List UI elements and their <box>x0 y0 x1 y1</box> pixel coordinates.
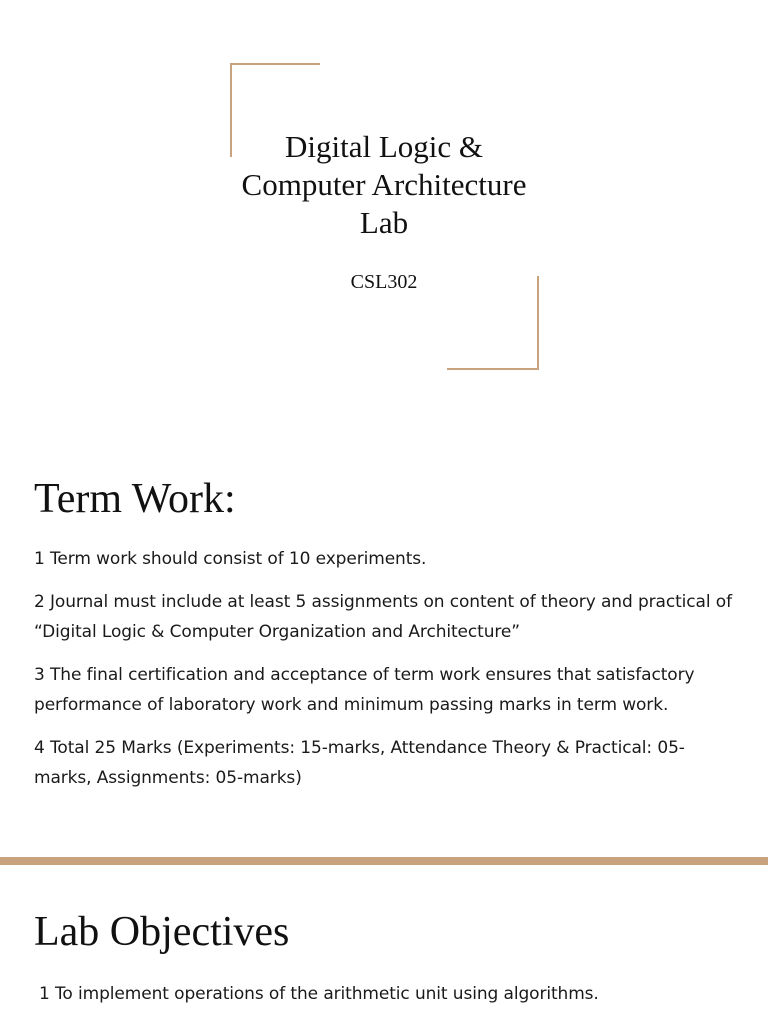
term-work-item: 2 Journal must include at least 5 assignments on content of theory and practical of “Digital Logic & Computer Organization and Architecture” <box>34 592 732 642</box>
corner-frame-bottom-right <box>447 276 539 370</box>
term-work-item: 3 The final certification and acceptance of term work ensures that satisfactory performance of laboratory work and minimum passing marks in term work. <box>34 665 695 715</box>
term-work-heading: Term Work: <box>34 476 236 522</box>
term-work-item: 1 Term work should consist of 10 experiments. <box>34 549 427 569</box>
term-work-item: 4 Total 25 Marks (Experiments: 15-marks, Attendance Theory & Practical: 05-marks, Assignments: 05-marks) <box>34 738 685 788</box>
lab-objectives-list <box>39 979 739 1009</box>
term-work-list <box>34 544 734 806</box>
lab-objective-item: 1 To implement operations of the arithmetic unit using algorithms. <box>39 984 599 1004</box>
title-slide <box>0 0 768 430</box>
slide-divider <box>0 857 768 865</box>
term-work-slide <box>0 430 768 857</box>
course-code: CSL302 <box>350 271 418 293</box>
lab-objectives-slide <box>0 865 768 1024</box>
course-title: Digital Logic & Computer Architecture Lab <box>241 129 527 240</box>
lab-objectives-heading: Lab Objectives <box>34 909 290 955</box>
